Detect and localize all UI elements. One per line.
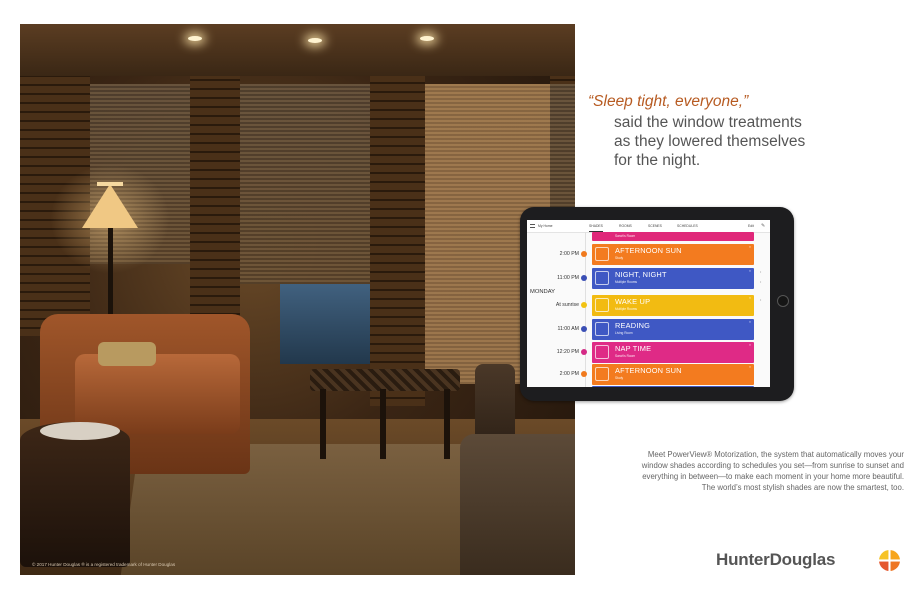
ceiling-light — [308, 38, 322, 43]
bench-leg — [444, 389, 450, 459]
schedule-time: 2:00 PM — [559, 251, 579, 257]
delete-icon[interactable]: × — [748, 320, 751, 324]
headline-line: said the window treatments — [614, 114, 802, 131]
ceiling — [20, 24, 575, 76]
schedule-card[interactable] — [592, 268, 754, 289]
brand-name: HunterDouglas — [716, 550, 836, 569]
schedule-dot — [581, 349, 587, 355]
edit-button[interactable]: Edit — [748, 224, 754, 228]
powerview-app-screen — [527, 220, 770, 387]
schedule-time: 11:00 AM — [557, 326, 579, 332]
window-view — [280, 284, 370, 364]
card-title: NIGHT, NIGHT — [615, 270, 667, 279]
card-title: AFTERNOON SUN — [615, 246, 682, 255]
sunrise-icon — [595, 298, 609, 312]
delete-icon[interactable]: × — [748, 269, 751, 273]
book-icon — [595, 322, 609, 336]
ceiling-light — [420, 36, 434, 41]
scroll-marker: • — [760, 298, 762, 302]
card-room: Multiple Rooms — [615, 280, 637, 284]
delete-icon[interactable]: × — [748, 296, 751, 300]
pencil-icon[interactable]: ✎ — [761, 223, 766, 229]
card-title: WAKE UP — [615, 297, 651, 306]
body-line: everything in between—to make each moment in your home more beautiful. — [642, 472, 904, 481]
card-room: Study — [615, 256, 624, 260]
bench-seat — [310, 369, 460, 391]
delete-icon[interactable]: × — [748, 343, 751, 347]
schedule-dot — [581, 302, 587, 308]
schedule-card[interactable] — [592, 295, 754, 316]
brick-pillar — [370, 76, 425, 406]
side-table — [20, 422, 130, 567]
card-room: Sarah's Room — [615, 354, 636, 358]
menu-icon[interactable] — [530, 224, 535, 228]
headline-quote: “Sleep tight, everyone,” — [588, 93, 749, 110]
scroll-marker: • — [760, 270, 762, 274]
schedule-card[interactable] — [592, 342, 754, 363]
schedule-dot — [581, 326, 587, 332]
schedule-card[interactable] — [592, 232, 754, 241]
tab-shades[interactable]: SHADES — [589, 224, 603, 228]
window-shade — [240, 84, 370, 284]
home-selector[interactable]: My Home — [538, 224, 553, 228]
body-copy — [584, 449, 904, 493]
card-room: Sarah's Room — [615, 234, 636, 238]
body-line: Meet PowerView® Motorization, the system that automatically moves your — [647, 450, 904, 459]
moon-icon — [595, 271, 609, 285]
card-title: NAP TIME — [615, 344, 652, 353]
hunter-douglas-logo-icon — [879, 550, 900, 571]
schedule-time: 2:00 PM — [559, 371, 579, 377]
card-room: Study — [615, 376, 624, 380]
schedule-card[interactable] — [592, 319, 754, 340]
headline-subtext — [614, 113, 805, 170]
schedule-dot — [581, 371, 587, 377]
body-line: window shades according to schedules you set—from sunrise to sunset and — [641, 461, 904, 470]
tab-schedules[interactable]: SCHEDULES — [677, 224, 698, 228]
headline-line: for the night. — [614, 152, 701, 169]
delete-icon[interactable]: × — [748, 365, 751, 369]
day-label: MONDAY — [530, 289, 556, 295]
tray — [40, 422, 120, 440]
bed-icon — [595, 345, 609, 359]
body-line: The world’s most stylish shades are now the smartest, too. — [701, 483, 904, 492]
lampshade — [82, 184, 138, 228]
card-room: Living Room — [615, 331, 633, 335]
lampshade-top — [97, 182, 123, 186]
ceiling-light — [188, 36, 202, 41]
pillow — [98, 342, 156, 366]
armchair-seat — [75, 354, 240, 434]
lounge-chair — [460, 434, 575, 575]
tab-scenes[interactable]: SCENES — [648, 224, 662, 228]
bench-leg — [380, 389, 386, 459]
tab-rooms[interactable]: ROOMS — [619, 224, 632, 228]
schedule-time: 12:20 PM — [556, 349, 579, 355]
card-title: READING — [615, 321, 651, 330]
bench-leg — [320, 389, 326, 459]
sun-icon — [595, 247, 609, 261]
sun-icon — [595, 367, 609, 381]
scroll-marker: • — [760, 280, 762, 284]
schedule-card[interactable] — [592, 244, 754, 265]
headline-line: as they lowered themselves — [614, 133, 806, 150]
schedule-time: 11:00 PM — [557, 275, 579, 281]
schedule-dot — [581, 251, 587, 257]
delete-icon[interactable]: × — [748, 245, 751, 249]
home-button[interactable] — [777, 295, 789, 307]
schedule-card[interactable] — [592, 386, 754, 387]
card-title: AFTERNOON SUN — [615, 366, 682, 375]
interior-photo — [20, 24, 575, 575]
woven-bench — [310, 369, 460, 459]
schedule-dot — [581, 275, 587, 281]
schedule-time: At sunrise — [555, 302, 579, 308]
copyright-notice: © 2017 Hunter Douglas ® is a registered trademark of Hunter Douglas — [32, 562, 176, 567]
schedule-card[interactable] — [592, 364, 754, 385]
card-room: Multiple Rooms — [615, 307, 637, 311]
